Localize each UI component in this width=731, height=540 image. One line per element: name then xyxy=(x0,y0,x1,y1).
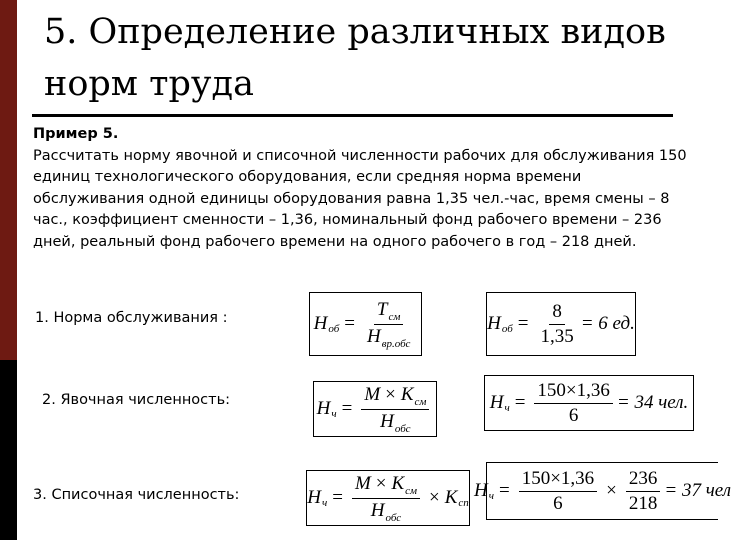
formula-payroll-count-general: Н ч = $\frac{М \times К_{см}}{Н_{обс}}$ × К сп xyxy=(306,470,470,526)
formula-attendance-count-calc: Н ч = $\frac{150\times 1,36}{6}$ = 34 чел. xyxy=(484,375,694,431)
item-label-service-norm: 1. Норма обслуживания : xyxy=(35,310,228,326)
decorative-bar-bottom xyxy=(0,360,17,540)
slide-title: 5. Определение различных видов норм труда xyxy=(44,12,666,104)
decorative-bar-top xyxy=(0,0,17,360)
item-label-attendance-count: 2. Явочная численность: xyxy=(42,392,231,408)
item-label-payroll-count: 3. Списочная численность: xyxy=(33,487,240,503)
title-divider xyxy=(32,114,673,117)
formula-service-norm-general: Н об = $\frac{Т_{см}}{Н_{вр.обс}}$ xyxy=(309,292,422,356)
example-heading: Пример 5. xyxy=(33,126,119,142)
example-block xyxy=(33,124,693,253)
example-text: Рассчитать норму явочной и списочной численности рабочих для обслуживания 150 единиц технологического оборудования, если средняя норма времени обслуживания одной единицы оборудования равна 1,35 чел.-час, время смены – 8 час., коэффициент сменности – 1,36, номинальный фонд рабочего времени – 236 дней, реальный фонд рабочего времени на одного рабочего в год – 218 дней. xyxy=(33,147,687,250)
formula-payroll-count-calc: Н ч = $\frac{150\times 1,36}{6}$ × $\frac{236}{218}$ = 37 чел xyxy=(486,462,718,520)
formula-attendance-count-general: Н ч = $\frac{М \times К_{см}}{Н_{обс}}$ xyxy=(313,381,437,437)
formula-service-norm-calc: Н об = $\frac{8}{1,35}$ = 6 ед. xyxy=(486,292,636,356)
